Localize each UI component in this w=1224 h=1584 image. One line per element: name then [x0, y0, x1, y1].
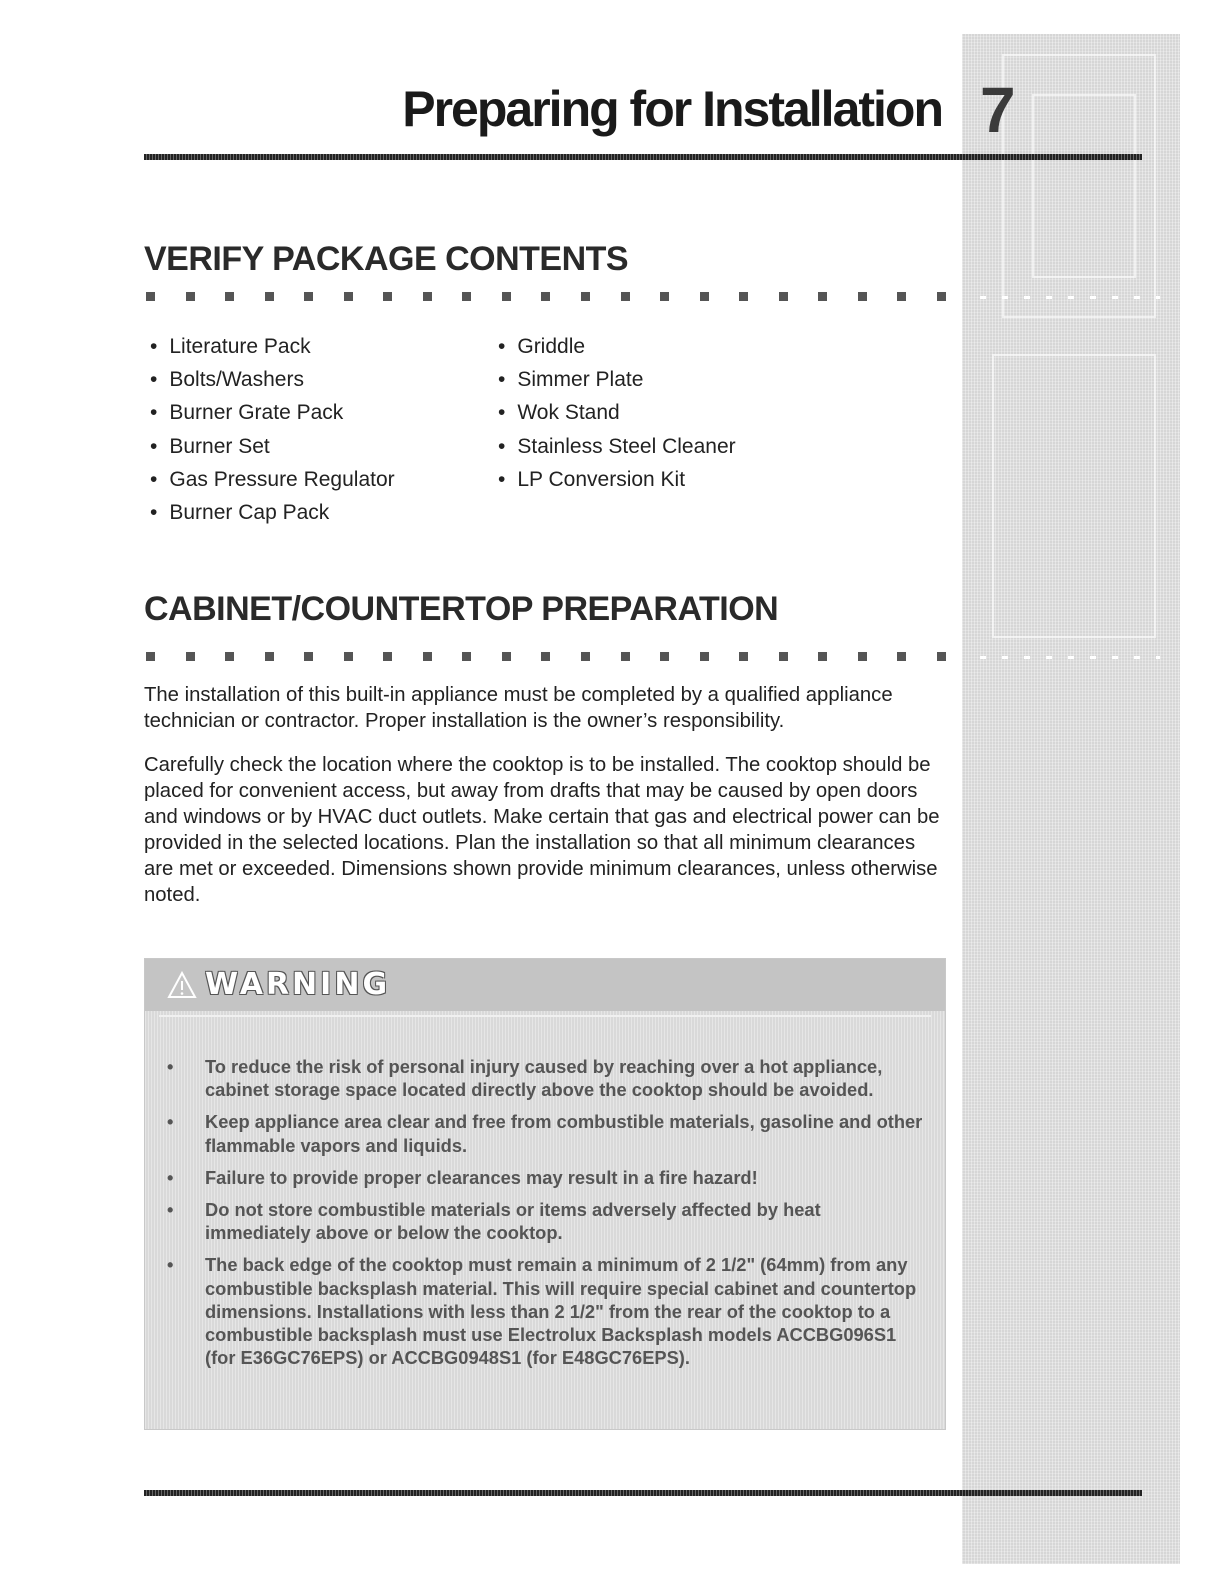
cabinet-paragraph-1: The installation of this built-in appliance must be completed by a qualified appliance technician or contractor. Proper installation is the owner’s responsibility.: [144, 684, 893, 732]
header-rule: [144, 154, 1142, 160]
verify-dot-row: [146, 292, 946, 302]
list-item: • Literature Pack: [150, 330, 395, 363]
page-number: 7: [980, 74, 1016, 146]
list-item: • LP Conversion Kit: [498, 463, 736, 496]
list-item: • Gas Pressure Regulator: [150, 463, 395, 496]
warning-divider: [159, 1015, 931, 1017]
cabinet-heading: CABINET/COUNTERTOP PREPARATION: [144, 590, 779, 628]
list-item: • Bolts/Washers: [150, 363, 395, 396]
contents-list-right: [498, 330, 736, 496]
side-dot-row: [980, 296, 1160, 299]
warning-item: • The back edge of the cooktop must remain a minimum of 2 1/2" (64mm) from any combustible backsplash material. This will require special cabinet and countertop dimensions. Installations with less than 2 1/2" from the rear of the cooktop to a combustible backsplash must use Electrolux Backsplash models ACCBG096S1 (for E36GC76EPS) or ACCBG0948S1 (for E48GC76EPS).: [145, 1253, 945, 1369]
side-dot-row: [980, 656, 1160, 659]
page-title: Preparing for Installation: [402, 81, 942, 137]
warning-item: • To reduce the risk of personal injury caused by reaching over a hot appliance, cabinet storage space located directly above the cooktop should be avoided.: [145, 1055, 945, 1101]
contents-list-left: [150, 330, 395, 529]
warning-list: [145, 1055, 945, 1378]
verify-heading: VERIFY PACKAGE CONTENTS: [144, 240, 629, 278]
list-item: • Stainless Steel Cleaner: [498, 430, 736, 463]
warning-item: • Failure to provide proper clearances may result in a fire hazard!: [145, 1166, 945, 1189]
list-item: • Burner Grate Pack: [150, 396, 395, 429]
list-item: • Simmer Plate: [498, 363, 736, 396]
warning-triangle-icon: [167, 971, 197, 999]
side-band: [962, 34, 1180, 1564]
footer-rule: [144, 1490, 1142, 1496]
warning-item: • Do not store combustible materials or items adversely affected by heat immediately above or below the cooktop.: [145, 1198, 945, 1244]
warning-title: WARNING: [205, 967, 391, 1002]
list-item: • Burner Set: [150, 430, 395, 463]
warning-box: [144, 958, 946, 1430]
list-item: • Griddle: [498, 330, 736, 363]
list-item: • Burner Cap Pack: [150, 496, 395, 529]
warning-item: • Keep appliance area clear and free from combustible materials, gasoline and other flammable vapors and liquids.: [145, 1110, 945, 1156]
decorative-shape: [992, 354, 1156, 638]
decorative-shape: [1032, 94, 1136, 278]
cabinet-paragraph-2: Carefully check the location where the cooktop is to be installed. The cooktop should be placed for convenient access, but away from drafts that may be caused by open doors and windows or by HVAC duct outlets. Make certain that gas and electrical power can be provided in the selected locations. Plan the installation so that all minimum clearances are met or exceeded. Dimensions shown provide minimum clearances, unless otherwise noted.: [144, 754, 940, 906]
list-item: • Wok Stand: [498, 396, 736, 429]
cabinet-dot-row: [146, 652, 946, 662]
